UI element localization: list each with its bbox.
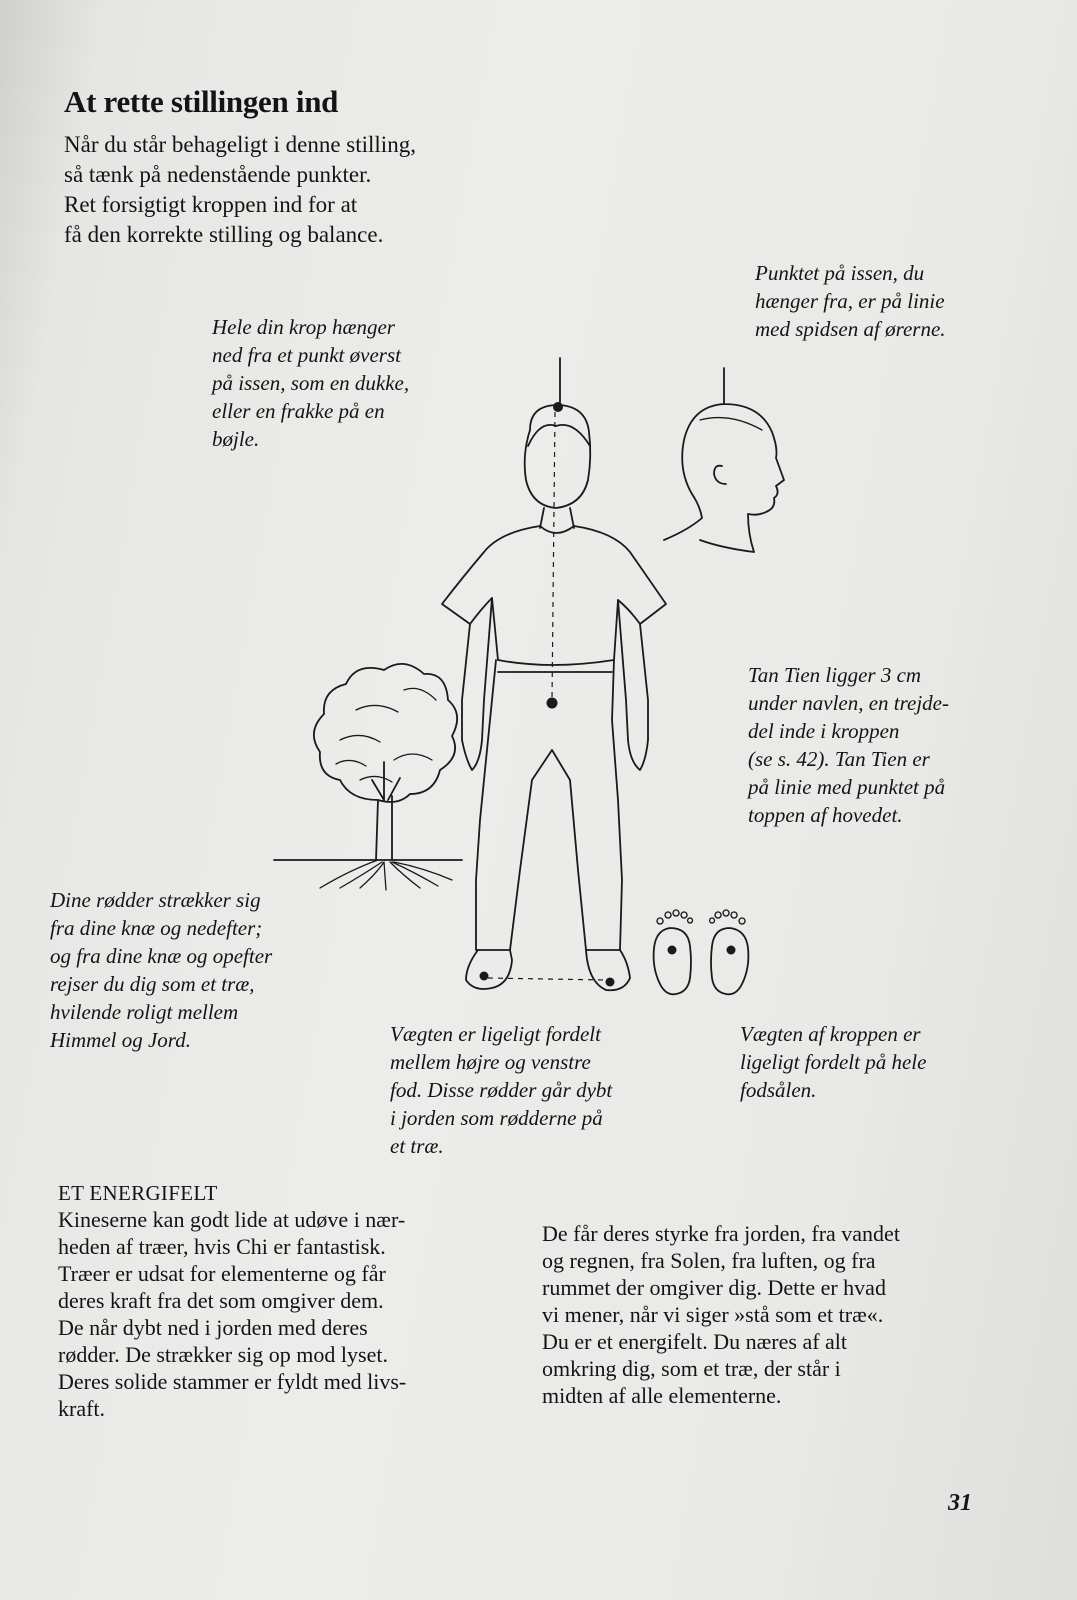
body-line: kraft. — [58, 1396, 106, 1421]
body-line: Kineserne kan godt lide at udøve i nær- — [58, 1207, 406, 1232]
left-footprint — [654, 928, 691, 994]
body-line: De når dybt ned i jorden med deres — [58, 1315, 368, 1340]
caption-line: (se s. 42). Tan Tien er — [748, 747, 930, 771]
caption-line: Himmel og Jord. — [50, 1028, 191, 1052]
right-footprint-toes — [710, 910, 746, 924]
caption-line: fodsålen. — [740, 1078, 817, 1102]
body-line: Træer er udsat for elementerne og får — [58, 1261, 386, 1286]
body-line: midten af alle elementerne. — [542, 1383, 782, 1408]
body-line: og regnen, fra Solen, fra luften, og fra — [542, 1248, 876, 1273]
caption-line: eller en frakke på en — [212, 399, 385, 423]
caption-line: mellem højre og venstre — [390, 1050, 591, 1074]
body-line: rummet der omgiver dig. Dette er hvad — [542, 1275, 886, 1300]
right-footprint — [711, 928, 748, 994]
caption-line: i jorden som rødderne på — [390, 1106, 603, 1130]
caption-line: Hele din krop hænger — [212, 315, 395, 339]
caption-line: hvilende roligt mellem — [50, 1000, 239, 1024]
body-line: omkring dig, som et træ, der står i — [542, 1356, 841, 1381]
page-title: At rette stillingen ind — [64, 84, 339, 119]
right-sole-dot — [727, 946, 736, 955]
caption-line: Punktet på issen, du — [755, 261, 925, 285]
caption-line: og fra dine knæ og opefter — [50, 944, 273, 968]
body-line: Du er et energifelt. Du næres af alt — [542, 1329, 848, 1354]
caption-line: del inde i kroppen — [748, 719, 900, 743]
caption-line: rejser du dig som et træ, — [50, 972, 255, 996]
page-number: 31 — [948, 1490, 972, 1516]
caption-line: fod. Disse rødder går dybt — [390, 1078, 613, 1102]
caption-line: ned fra et punkt øverst — [212, 343, 401, 367]
caption-line: Vægten af kroppen er — [740, 1022, 921, 1046]
caption-line: med spidsen af ørerne. — [755, 317, 946, 341]
body-line: vi mener, når vi siger »stå som et træ«. — [542, 1302, 884, 1327]
intro-line: få den korrekte stilling og balance. — [64, 222, 384, 247]
section-left-column — [58, 1206, 406, 1422]
caption-line: Dine rødder strækker sig — [50, 888, 261, 912]
body-line: Deres solide stammer er fyldt med livs- — [58, 1369, 407, 1394]
caption-line: på issen, som en dukke, — [212, 371, 410, 395]
caption-line: Tan Tien ligger 3 cm — [748, 663, 922, 687]
section-right-column — [542, 1220, 900, 1409]
body-line: De får deres styrke fra jorden, fra vandet — [542, 1221, 900, 1246]
caption-line: hænger fra, er på linie — [755, 289, 945, 313]
intro-line: Når du står behageligt i denne stilling, — [64, 132, 416, 157]
left-sole-dot — [668, 946, 677, 955]
caption-line: på linie med punktet på — [748, 775, 946, 799]
intro-line: Ret forsigtigt kroppen ind for at — [64, 192, 358, 217]
body-line: rødder. De strækker sig op mod lyset. — [58, 1342, 388, 1367]
caption-line: bøjle. — [212, 427, 260, 451]
caption-line: toppen af hovedet. — [748, 803, 903, 827]
body-line: deres kraft fra det som omgiver dem. — [58, 1288, 384, 1313]
caption-line: ligeligt fordelt på hele — [740, 1050, 927, 1074]
intro-line: så tænk på nedenstående punkter. — [64, 162, 372, 187]
section-heading: ET ENERGIFELT — [58, 1181, 218, 1205]
body-line: heden af træer, hvis Chi er fantastisk. — [58, 1234, 386, 1259]
caption-line: et træ. — [390, 1134, 444, 1158]
left-footprint-toes — [657, 910, 693, 924]
caption-line: Vægten er ligeligt fordelt — [390, 1022, 601, 1046]
caption-line: under navlen, en trejde- — [748, 691, 949, 715]
caption-line: fra dine knæ og nedefter; — [50, 916, 263, 940]
